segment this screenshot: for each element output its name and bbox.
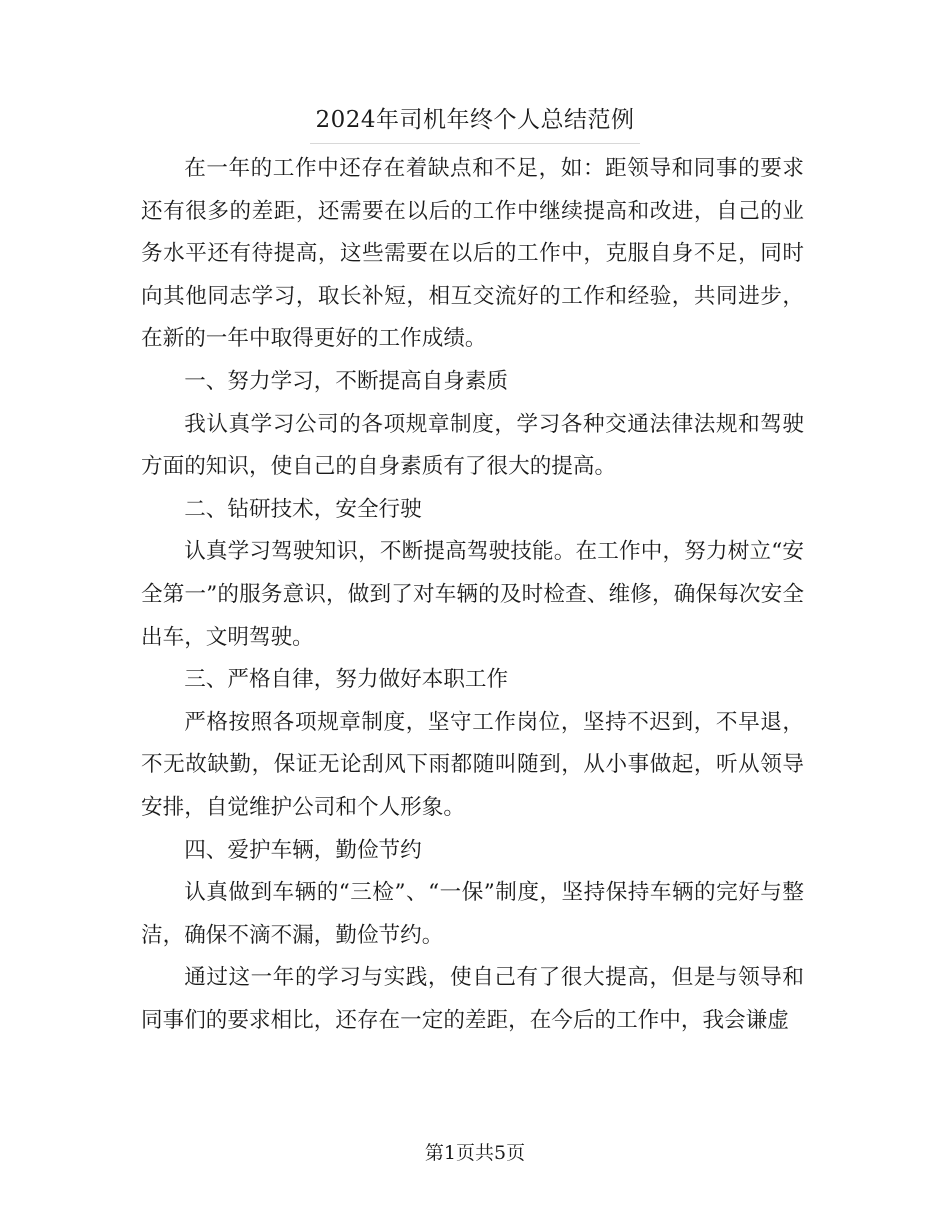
document-body bbox=[141, 148, 804, 1042]
section-heading-2: 二、钻研技术，安全行驶 bbox=[184, 496, 422, 522]
paragraph-conclusion: 通过这一年的学习与实践，使自己有了很大提高，但是与领导和同事们的要求相比，还存在一定的差距，在今后的工作中，我会谦虚 bbox=[141, 965, 804, 1033]
paragraph-study: 我认真学习公司的各项规章制度，学习各种交通法律法规和驾驶方面的知识，使自己的自身素质有了很大的提高。 bbox=[141, 411, 804, 480]
document-title: 2024年司机年终个人总结范例 bbox=[315, 107, 635, 133]
paragraph-intro: 在一年的工作中还存在着缺点和不足，如：距领导和同事的要求还有很多的差距，还需要在以后的工作中继续提高和改进，自己的业务水平还有待提高，这些需要在以后的工作中，克服自身不足，同时向其他同志学习，取长补短，相互交流好的工作和经验，共同进步，在新的一年中取得更好的工作成绩。 bbox=[141, 156, 804, 352]
paragraph-vehicle-care: 认真做到车辆的“三检”、“一保”制度，坚持保持车辆的完好与整洁，确保不滴不漏，勤俭节约。 bbox=[141, 880, 804, 948]
title-underline bbox=[310, 143, 640, 144]
section-heading-3: 三、严格自律，努力做好本职工作 bbox=[184, 667, 509, 693]
paragraph-discipline: 严格按照各项规章制度，坚守工作岗位，坚持不迟到，不早退，不无故缺勤，保证无论刮风下雨都随叫随到，从小事做起，听从领导安排，自觉维护公司和个人形象。 bbox=[141, 709, 804, 820]
page-number-footer: 第1页共5页 bbox=[424, 1142, 526, 1164]
paragraph-driving: 认真学习驾驶知识，不断提高驾驶技能。在工作中，努力树立“安全第一”的服务意识，做到了对车辆的及时检查、维修，确保每次安全出车，文明驾驶。 bbox=[141, 539, 804, 650]
section-heading-4: 四、爱护车辆，勤俭节约 bbox=[184, 837, 422, 863]
section-heading-1: 一、努力学习，不断提高自身素质 bbox=[184, 368, 509, 394]
